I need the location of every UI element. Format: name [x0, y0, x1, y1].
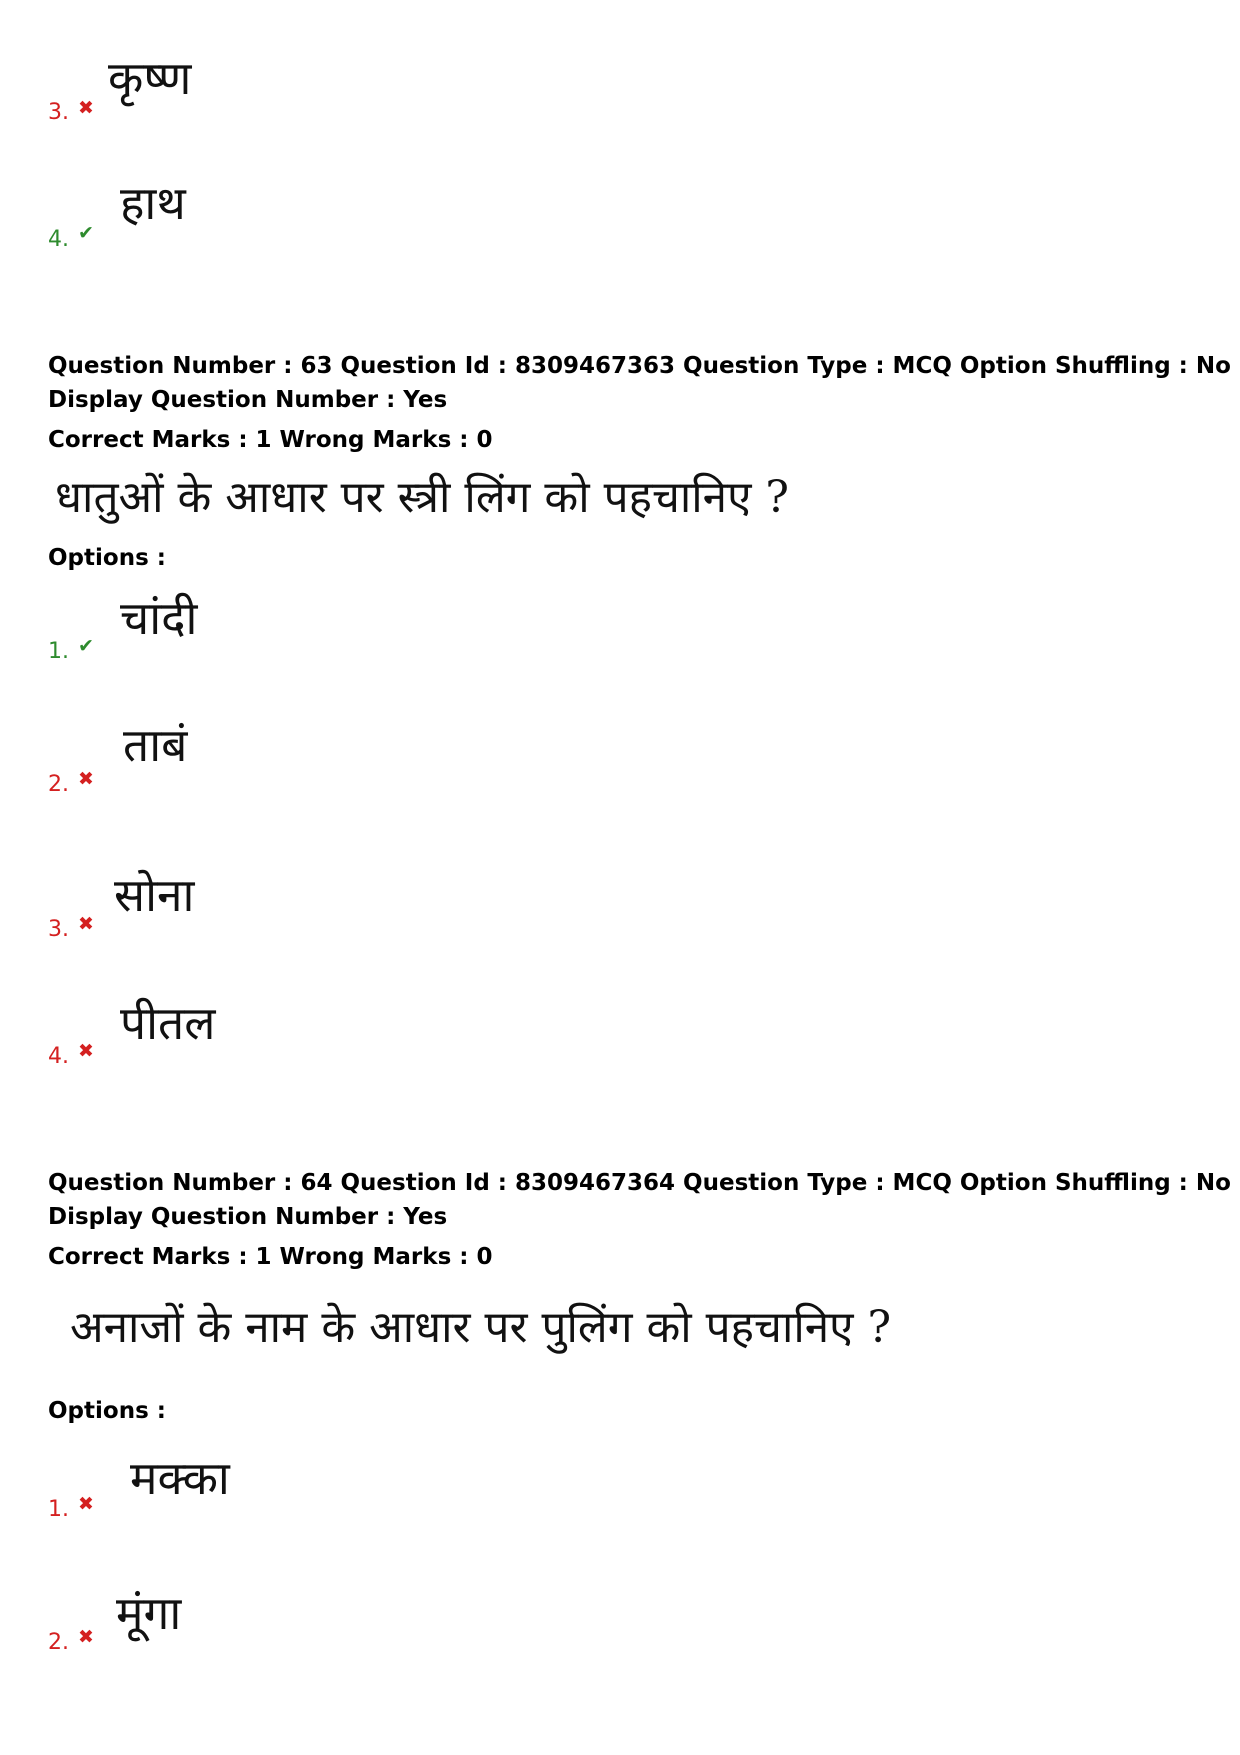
option-item — [48, 996, 448, 1100]
options-label: Options : — [48, 545, 166, 571]
option-number: 3. — [48, 100, 69, 125]
question-meta — [48, 349, 1231, 457]
cross-mark-icon: ✖ — [78, 768, 94, 790]
question-marks: Correct Marks : 1 Wrong Marks : 0 — [48, 427, 493, 453]
option-text: मूंगा — [116, 1586, 182, 1640]
option-number: 2. — [48, 1630, 69, 1655]
cross-mark-icon: ✖ — [78, 97, 94, 119]
option-item — [48, 1586, 448, 1690]
option-number: 1. — [48, 1497, 69, 1522]
cross-mark-icon: ✖ — [78, 1040, 94, 1062]
question-marks: Correct Marks : 1 Wrong Marks : 0 — [48, 1244, 493, 1270]
option-number: 1. — [48, 639, 69, 664]
option-text: कृष्ण — [108, 51, 192, 105]
options-label: Options : — [48, 1398, 166, 1424]
question-text: धातुओं के आधार पर स्त्री लिंग को पहचानिए ? — [55, 472, 790, 523]
question-meta-line: Display Question Number : Yes — [48, 1204, 448, 1230]
option-number: 3. — [48, 917, 69, 942]
option-item — [48, 718, 448, 822]
question-meta-line: Display Question Number : Yes — [48, 387, 448, 413]
check-mark-icon: ✔ — [78, 635, 94, 657]
option-text: हाथ — [120, 176, 186, 230]
cross-mark-icon: ✖ — [78, 913, 94, 935]
option-number: 4. — [48, 1044, 69, 1069]
option-text: ताबं — [123, 718, 188, 772]
cross-mark-icon: ✖ — [78, 1626, 94, 1648]
option-item — [48, 591, 448, 695]
option-item — [48, 176, 448, 280]
cross-mark-icon: ✖ — [78, 1493, 94, 1515]
option-item — [48, 868, 448, 972]
option-number: 2. — [48, 772, 69, 797]
question-text: अनाजों के नाम के आधार पर पुलिंग को पहचानिए ? — [70, 1302, 892, 1353]
option-item — [48, 1451, 448, 1555]
option-number: 4. — [48, 227, 69, 252]
option-item — [48, 51, 448, 155]
question-meta-line: Question Number : 63 Question Id : 8309467363 Question Type : MCQ Option Shuffling : No — [48, 353, 1231, 379]
option-text: पीतल — [120, 996, 216, 1050]
option-text: मक्का — [130, 1451, 230, 1505]
question-meta — [48, 1166, 1231, 1274]
check-mark-icon: ✔ — [78, 222, 94, 244]
question-meta-line: Question Number : 64 Question Id : 8309467364 Question Type : MCQ Option Shuffling : No — [48, 1170, 1231, 1196]
option-text: सोना — [114, 868, 195, 922]
option-text: चांदी — [120, 591, 198, 645]
